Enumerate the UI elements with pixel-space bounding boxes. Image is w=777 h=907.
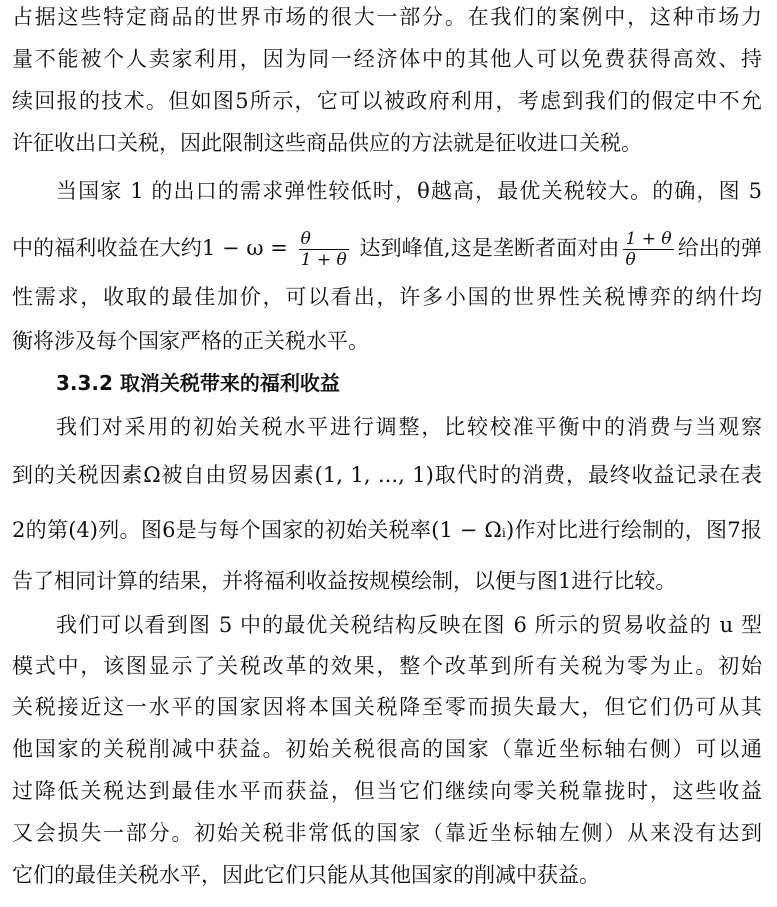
paragraph-4-line-1: 我们可以看到图 5 中的最优关税结构反映在图 6 所示的贸易收益的 u 型 <box>56 613 762 637</box>
paragraph-1-line-1: 占据这些特定商品的世界市场的很大一部分。在我们的案例中，这种市场力 <box>12 5 762 29</box>
fraction-2-numerator: 1 + θ <box>625 229 672 249</box>
paragraph-3-line-2: 到的关税因素Ω被自由贸易因素(1, 1, ..., 1)取代时的消费，最终收益记录在表 <box>12 463 762 487</box>
paragraph-2-line-2-part-b: 达到峰值,这是垄断者面对由 <box>352 236 620 260</box>
paragraph-2-line-2-part-a: 中的福利收益在大约1 − ω = <box>12 236 295 260</box>
paragraph-4-line-4: 他国家的关税削减中获益。初始关税很高的国家（靠近坐标轴右侧）可以通 <box>12 737 762 761</box>
paragraph-4-line-7: 它们的最佳关税水平，因此它们只能从其他国家的削减中获益。 <box>12 863 600 887</box>
fraction-1-denominator: 1 + θ <box>300 250 347 270</box>
paragraph-2-line-1: 当国家 1 的出口的需求弹性较低时，θ越高，最优关税较大。的确，图 5 <box>56 179 762 203</box>
paragraph-2-line-2-part-c: 给出的弹 <box>677 236 762 260</box>
fraction-1-numerator: θ <box>299 229 349 250</box>
paragraph-2-line-3: 性需求，收取的最佳加价，可以看出，许多小国的世界性关税博弈的纳什均 <box>12 285 762 309</box>
paragraph-2-line-2 <box>12 228 762 268</box>
paragraph-1-line-2: 量不能被个人卖家利用，因为同一经济体中的其他人可以免费获得高效、持 <box>12 47 762 71</box>
paragraph-1-line-4: 许征收出口关税，因此限制这些商品供应的方法就是征收进口关税。 <box>12 131 642 155</box>
paragraph-3-line-3: 2的第(4)列。图6是与每个国家的初始关税率(1 − Ωᵢ)作对比进行绘制的，图7报 <box>12 518 762 542</box>
paragraph-3-line-1: 我们对采用的初始关税水平进行调整，比较校准平衡中的消费与当观察 <box>56 415 762 439</box>
paragraph-4-line-5: 过降低关税达到最佳水平而获益，但当它们继续向零关税靠拢时，这些收益 <box>12 779 762 803</box>
paragraph-2-line-4: 衡将涉及每个国家严格的正关税水平。 <box>12 329 369 353</box>
paragraph-3-line-4: 告了相同计算的结果，并将福利收益按规模绘制，以便与图1进行比较。 <box>12 569 677 593</box>
paragraph-4-line-3: 关税接近这一水平的国家因将本国关税降至零而损失最大，但它们仍可从其 <box>12 695 762 719</box>
paragraph-4-line-2: 模式中，该图显示了关税改革的效果，整个改革到所有关税为零为止。初始 <box>12 654 762 678</box>
section-heading: 3.3.2 取消关税带来的福利收益 <box>56 371 340 395</box>
fraction-theta-over-1-plus-theta <box>299 229 349 270</box>
paragraph-4-line-6: 又会损失一部分。初始关税非常低的国家（靠近坐标轴左侧）从来没有达到 <box>12 821 762 845</box>
paragraph-1-line-3: 续回报的技术。但如图5所示，它可以被政府利用，考虑到我们的假定中不允 <box>12 89 762 113</box>
fraction-2-denominator: θ <box>625 250 636 270</box>
fraction-1-plus-theta-over-theta <box>623 229 673 270</box>
